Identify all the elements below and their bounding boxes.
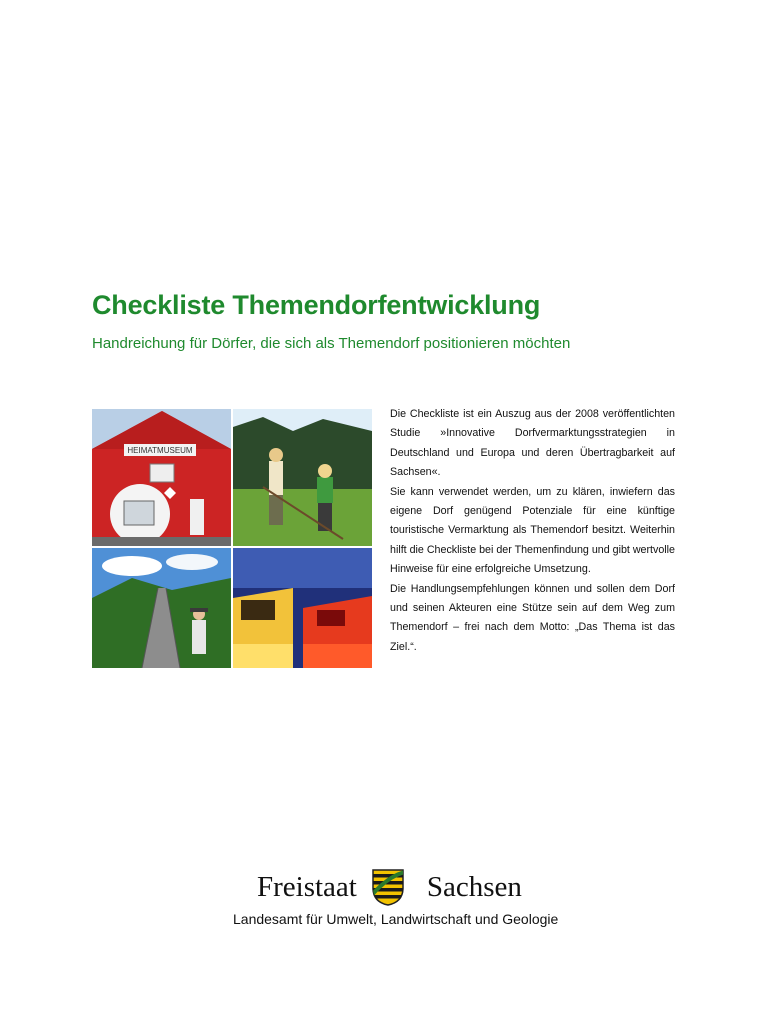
intro-paragraph: Sie kann verwendet werden, um zu klären, inwiefern das eigene Dorf genügend Potenziale für eine künftige touristische Vermarktung als Themendorf besitzt. Weiterhin hilft die Checkliste bei der Themenfindung und gibt wertvolle Hinweise für eine erfolgreiche Umsetzung. <box>390 485 675 576</box>
children-meadow-photo <box>233 409 372 546</box>
intro-paragraph: Die Checkliste ist ein Auszug aus der 2008 veröffentlichten Studie »Innovative Dorfvermarktungsstrategien in Deutschland und Europa und deren Übertragbarkeit auf Sachsen«. <box>390 408 675 479</box>
museum-sign-text: HEIMATMUSEUM <box>127 446 193 455</box>
intro-paragraph: Die Handlungsempfehlungen können und sollen dem Dorf und seinen Akteuren eine Stütze sein auf dem Weg zum Themendorf – frei nach dem Motto: „Das Thema ist das Ziel.“. <box>390 582 675 653</box>
document-title: Checkliste Themendorfentwicklung <box>92 290 541 320</box>
suspension-bridge-photo <box>92 548 231 668</box>
logo-left-text: Freistaat <box>257 870 357 903</box>
logo-right-text: Sachsen <box>426 870 522 903</box>
photo-collage <box>92 409 373 668</box>
document-subtitle: Handreichung für Dörfer, die sich als Themendorf positionieren möchten <box>92 335 571 352</box>
agency-name: Landesamt für Umwelt, Landwirtschaft und Geologie <box>233 911 559 927</box>
freistaat-sachsen-logo <box>233 866 573 936</box>
saxony-coat-of-arms-icon <box>371 868 405 906</box>
red-house-photo <box>92 409 231 546</box>
logo-wordmark <box>257 868 522 906</box>
intro-text <box>390 405 675 657</box>
illuminated-windows-photo <box>233 548 372 668</box>
